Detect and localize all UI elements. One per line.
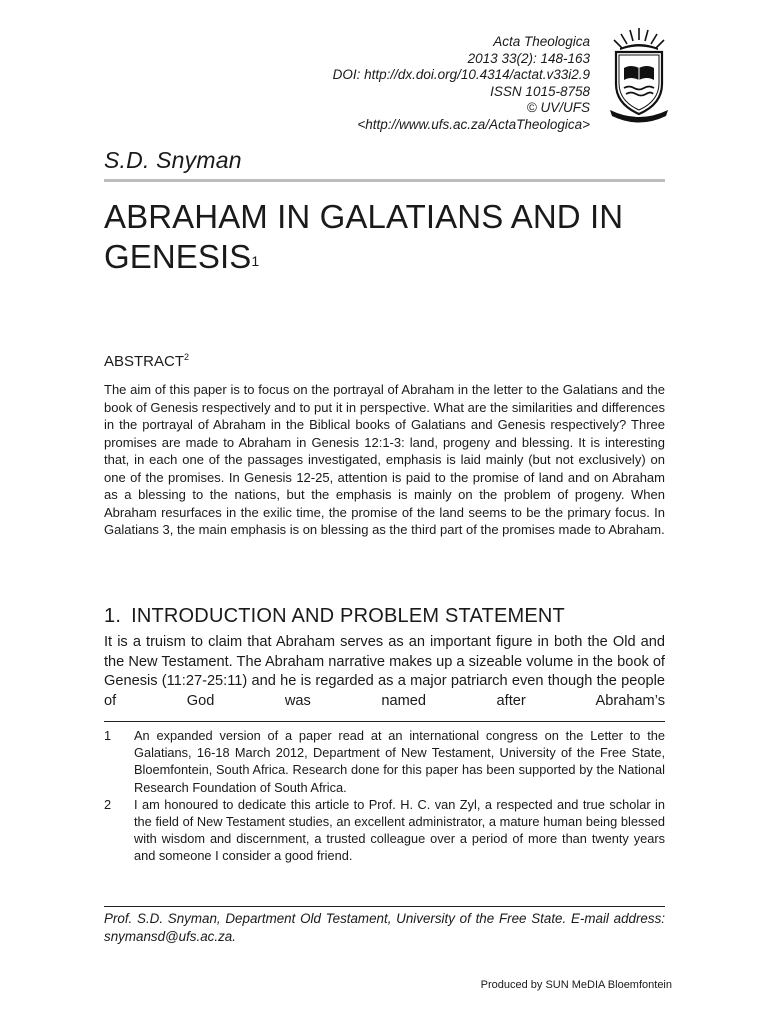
journal-name: Acta Theologica [493,34,590,49]
section-title-text: INTRODUCTION AND PROBLEM STATEMENT [131,605,565,627]
footnote-2 [104,796,665,865]
footnote-number: 1 [104,728,112,743]
section-heading [104,605,565,628]
journal-copyright: © UV/UFS [526,100,590,116]
affiliation-divider [104,906,665,907]
footnote-text: I am honoured to dedicate this article to Prof. H. C. van Zyl, a respected and true scholar in the field of New Testament studies, an excellent administrator, a mature human being blessed with wisdom and discernment, a trusted colleague over a period of more than twenty years and someone I consider a good friend. [134,796,665,864]
section-number: 1. [104,605,122,627]
section-body-text [104,633,665,711]
journal-url[interactable]: <http://www.ufs.ac.za/ActaTheologica> [357,116,590,132]
author-name: S.D. Snyman [104,147,242,173]
footnotes [104,727,665,865]
abstract-heading-text: ABSTRACT [104,353,185,370]
footnote-number: 2 [104,796,112,812]
journal-header [333,34,590,134]
abstract-heading [104,353,189,370]
title-line-2 [104,237,674,277]
producer-credit: Produced by SUN MeDIA Bloemfontein [480,979,672,991]
abstract-text: The aim of this paper is to focus on the portrayal of Abraham in the letter to the Galatians and the book of Genesis respectively and to put it in perspective. What are the similarities and differences in the portrayal of Abraham in the Biblical books of Galatians and Genesis respectively? Three promises are made to Abraham in Genesis 12:1-3: land, progeny and blessing. It is interesting that, in each one of the passages investigated, emphasis is laid mainly (but not exclusively) on one of the promises. In Genesis 12-25, attention is paid to the promise of land and on Abraham as a blessing to the nations, but the emphasis is mainly on the problem of progeny. When Abraham resurfaces in the exilic time, the promise of the land seems to be the primary focus. In Galatians 3, the main emphasis is on blessing as the third part of the promises made to Abraham. [104,382,665,537]
section-paragraph: It is a truism to claim that Abraham serves as an important figure in both the Old and the New Testament. The Abraham narrative makes up a sizeable volume in the book of Genesis (11:27-25:11) and he is regarded as a major patriarch even though the people of God was named after Abraham’s [104,634,665,709]
journal-issn: ISSN 1015-8758 [490,83,590,99]
footnote-1 [104,727,665,796]
journal-doi[interactable]: DOI: http://dx.doi.org/10.4314/actat.v33i2.9 [332,67,590,83]
title-line-2-text: GENESIS [104,238,252,275]
footnote-divider [104,721,665,722]
title-footnote-ref[interactable]: 1 [251,253,260,269]
author-affiliation: Prof. S.D. Snyman, Department Old Testament, University of the Free State. E-mail address: snymansd@ufs.ac.za. [104,911,665,944]
title-line-1: ABRAHAM IN GALATIANS AND IN [104,198,624,235]
footnote-text: An expanded version of a paper read at an international congress on the Letter to the Galatians, 16-18 March 2012, Department of New Testament, University of the Free State, Bloemfontein, South Africa. Research done for this paper has been supported by the National Research Foundation of South Africa. [134,728,665,795]
journal-issue: 2013 33(2): 148-163 [467,50,590,66]
article-title [104,197,674,277]
university-crest-icon [606,26,672,124]
abstract-footnote-ref[interactable]: 2 [184,352,190,362]
header-divider [104,179,665,182]
